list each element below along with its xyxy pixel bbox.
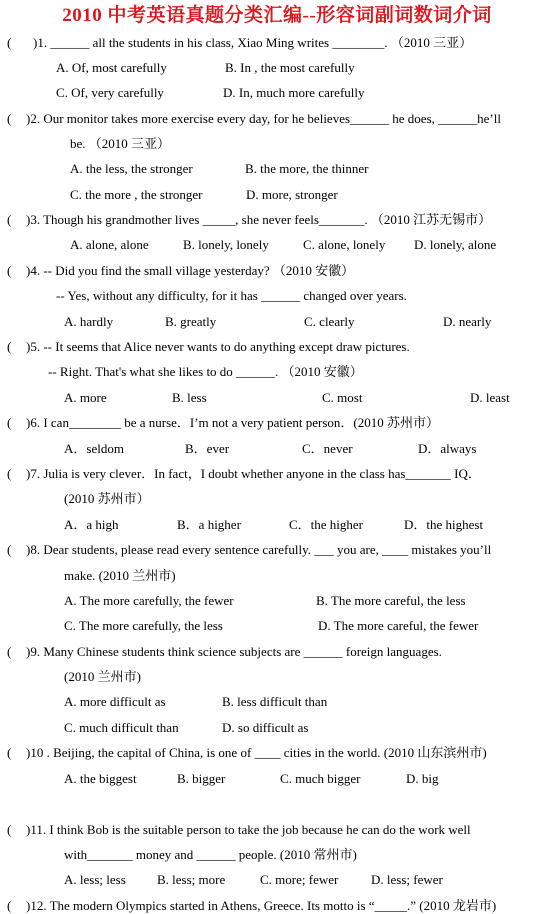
- question-6-option-b: B．ever: [185, 441, 230, 456]
- question-2-stem: )2. Our monitor takes more exercise every day, for he believes______ he does, ______he’ll: [26, 111, 501, 126]
- answer-bracket: (: [7, 339, 12, 354]
- question-11-option-b: B. less; more: [157, 872, 226, 887]
- question-1-option-a: A. Of, most carefully: [56, 60, 167, 75]
- question-4-stem: )4. -- Did you find the small village yesterday? （2010 安徽）: [26, 263, 355, 278]
- question-7-stem: )7. Julia is very clever．In fact，I doubt whether anyone in the class has_______ IQ．: [26, 466, 481, 481]
- question-8-stem: )8. Dear students, please read every sentence carefully. ___ you are, ____ mistakes you’ll: [26, 542, 492, 557]
- question-4-option-b: B. greatly: [165, 314, 217, 329]
- question-11-stem-continued: with_______ money and ______ people. (2010 常州市): [64, 847, 357, 862]
- question-10-stem: )10 . Beijing, the capital of China, is one of ____ cities in the world. (2010 山东滨州市): [26, 745, 487, 760]
- answer-bracket: (: [7, 263, 12, 278]
- question-6-option-d: D．always: [418, 441, 477, 456]
- question-1-stem: )1. ______ all the students in his class, Xiao Ming writes ________. （2010 三亚）: [33, 35, 473, 50]
- question-8-option-b: B. The more careful, the less: [316, 593, 466, 608]
- question-10-option-a: A. the biggest: [64, 771, 137, 786]
- question-2-stem-continued: be. （2010 三亚）: [70, 136, 171, 151]
- question-3-option-c: C. alone, lonely: [303, 237, 386, 252]
- answer-bracket: (: [7, 415, 12, 430]
- question-10-option-b: B. bigger: [177, 771, 226, 786]
- question-5-option-a: A. more: [64, 390, 107, 405]
- question-3-option-d: D. lonely, alone: [414, 237, 497, 252]
- question-2-option-c: C. the more , the stronger: [70, 187, 203, 202]
- question-3-stem: )3. Though his grandmother lives _____, she never feels_______. （2010 江苏无锡市）: [26, 212, 492, 227]
- question-1-option-c: C. Of, very carefully: [56, 85, 164, 100]
- question-9-option-d: D. so difficult as: [222, 720, 309, 735]
- answer-bracket: (: [7, 542, 12, 557]
- question-1-option-b: B. In , the most carefully: [225, 60, 355, 75]
- question-2-option-d: D. more, stronger: [246, 187, 338, 202]
- question-4-option-d: D. nearly: [443, 314, 492, 329]
- question-9-option-c: C. much difficult than: [64, 720, 179, 735]
- question-11-option-a: A. less; less: [64, 872, 126, 887]
- question-8-option-a: A. The more carefully, the fewer: [64, 593, 234, 608]
- question-5-option-c: C. most: [322, 390, 363, 405]
- answer-bracket: (: [7, 111, 12, 126]
- question-8-option-d: D. The more careful, the fewer: [318, 618, 479, 633]
- question-11-option-d: D. less; fewer: [371, 872, 443, 887]
- question-12-stem: )12. The modern Olympics started in Athens, Greece. Its motto is “_____.” (2010 龙岩市): [26, 898, 497, 913]
- question-10-option-c: C. much bigger: [280, 771, 361, 786]
- answer-bracket: (: [7, 35, 12, 50]
- question-7-stem-continued: (2010 苏州市）: [64, 491, 150, 506]
- question-7-option-d: D．the highest: [404, 517, 484, 532]
- question-5-stem-continued: -- Right. That's what she likes to do ______. （2010 安徽）: [48, 364, 363, 379]
- question-3-option-b: B. lonely, lonely: [183, 237, 269, 252]
- question-9-option-b: B. less difficult than: [222, 694, 328, 709]
- question-5-option-d: D. least: [470, 390, 510, 405]
- question-11-option-c: C. more; fewer: [260, 872, 339, 887]
- question-9-stem: )9. Many Chinese students think science subjects are ______ foreign languages.: [26, 644, 442, 659]
- question-8-stem-continued: make. (2010 兰州市): [64, 568, 176, 583]
- question-2-option-b: B. the more, the thinner: [245, 161, 369, 176]
- question-7-option-b: B．a higher: [177, 517, 241, 532]
- answer-bracket: (: [7, 822, 12, 837]
- question-1-option-d: D. In, much more carefully: [223, 85, 365, 100]
- question-8-option-c: C. The more carefully, the less: [64, 618, 223, 633]
- question-6-option-c: C．never: [302, 441, 353, 456]
- question-5-stem: )5. -- It seems that Alice never wants to do anything except draw pictures.: [26, 339, 410, 354]
- question-6-stem: )6. I can________ be a nurse．I’m not a very patient person．(2010 苏州市）: [26, 415, 440, 430]
- question-7-option-c: C．the higher: [289, 517, 364, 532]
- question-7-option-a: A．a high: [64, 517, 119, 532]
- question-2-option-a: A. the less, the stronger: [70, 161, 193, 176]
- question-4-option-c: C. clearly: [304, 314, 355, 329]
- question-4-option-a: A. hardly: [64, 314, 114, 329]
- answer-bracket: (: [7, 745, 12, 760]
- answer-bracket: (: [7, 644, 12, 659]
- question-4-stem-continued: -- Yes, without any difficulty, for it has ______ changed over years.: [56, 288, 407, 303]
- question-3-option-a: A. alone, alone: [70, 237, 149, 252]
- question-10-option-d: D. big: [406, 771, 439, 786]
- answer-bracket: (: [7, 466, 12, 481]
- question-11-stem: )11. I think Bob is the suitable person to take the job because he can do the work well: [26, 822, 471, 837]
- answer-bracket: (: [7, 212, 12, 227]
- question-5-option-b: B. less: [172, 390, 207, 405]
- answer-bracket: (: [7, 898, 12, 913]
- question-9-option-a: A. more difficult as: [64, 694, 166, 709]
- page-title: 2010 中考英语真题分类汇编--形容词副词数词介词: [62, 5, 492, 26]
- question-9-stem-continued: (2010 兰州市): [64, 669, 141, 684]
- question-6-option-a: A．seldom: [64, 441, 124, 456]
